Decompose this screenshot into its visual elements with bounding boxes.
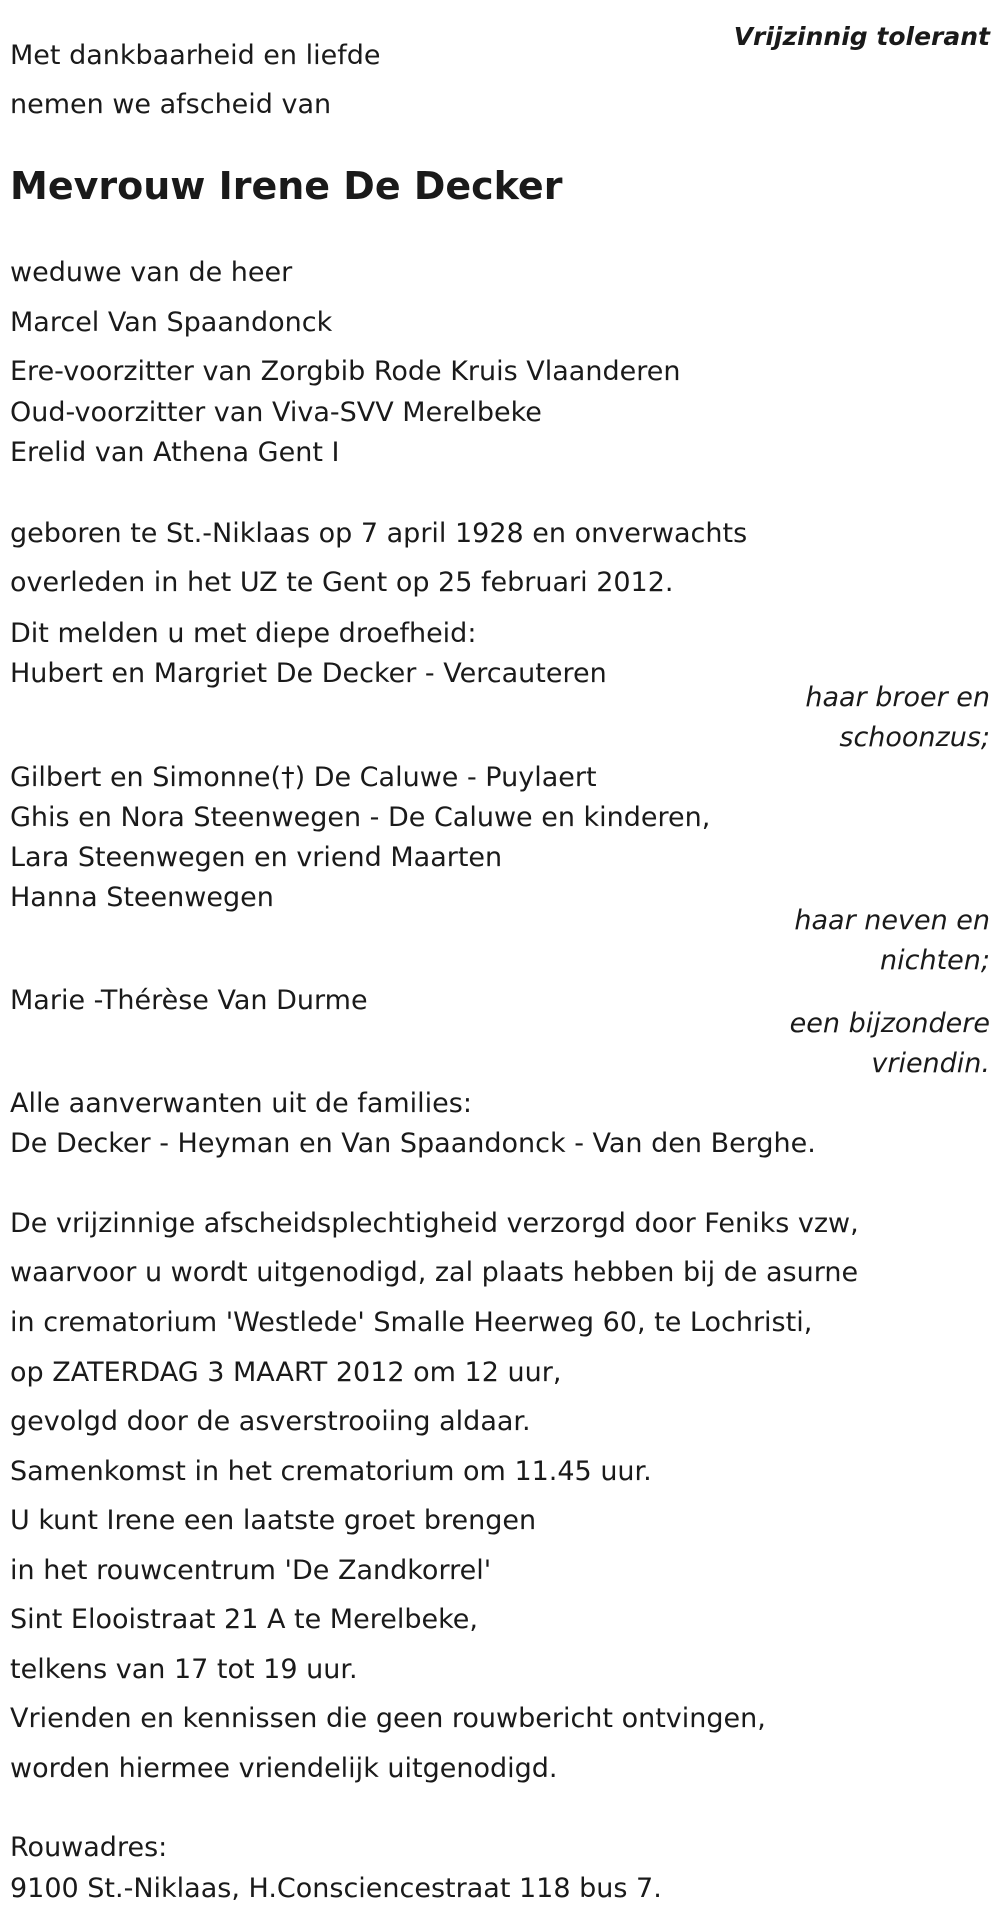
ceremony-line-10: telkens van 17 tot 19 uur. [10,1654,358,1685]
title-line-3: Erelid van Athena Gent I [10,437,340,468]
spouse-name: Marcel Van Spaandonck [10,307,333,338]
group1-relation-2: schoonzus; [839,722,990,753]
ceremony-line-9: Sint Elooistraat 21 A te Merelbeke, [10,1604,478,1635]
title-line-1: Ere-voorzitter van Zorgbib Rode Kruis Vlaanderen [10,356,681,387]
group2-name-1: Gilbert en Simonne(†) De Caluwe - Puylaert [10,762,597,793]
ceremony-line-2: waarvoor u wordt uitgenodigd, zal plaats hebben bij de asurne [10,1257,859,1288]
ceremony-line-7: U kunt Irene een laatste groet brengen [10,1505,537,1536]
ceremony-line-6: Samenkomst in het crematorium om 11.45 uur. [10,1456,652,1487]
group2-relation-2: nichten; [880,945,990,976]
ceremony-line-12: worden hiermee vriendelijk uitgenodigd. [10,1753,558,1784]
intro-line-2: nemen we afscheid van [10,89,332,120]
families-names: De Decker - Heyman en Van Spaandonck - Van den Berghe. [10,1128,816,1159]
group3-name-1: Marie -Thérèse Van Durme [10,985,368,1016]
ceremony-line-11: Vrienden en kennissen die geen rouwbericht ontvingen, [10,1703,766,1734]
ceremony-line-3: in crematorium 'Westlede' Smalle Heerweg 60, te Lochristi, [10,1307,813,1338]
address-value: 9100 St.-Niklaas, H.Consciencestraat 118 bus 7. [10,1873,662,1904]
address-label: Rouwadres: [10,1832,168,1863]
group2-name-3: Lara Steenwegen en vriend Maarten [10,842,503,873]
life-line-1: geboren te St.-Niklaas op 7 april 1928 en onverwachts [10,518,748,549]
ceremony-line-5: gevolgd door de asverstrooiing aldaar. [10,1406,531,1437]
group2-relation-1: haar neven en [794,905,990,936]
intro-line-1: Met dankbaarheid en liefde [10,40,381,71]
announce-intro: Dit melden u met diepe droefheid: [10,618,477,649]
group2-name-2: Ghis en Nora Steenwegen - De Caluwe en kinderen, [10,802,711,833]
spouse-prefix: weduwe van de heer [10,257,293,288]
group2-name-4: Hanna Steenwegen [10,882,274,913]
group3-relation-1: een bijzondere [789,1008,990,1039]
deceased-name: Mevrouw Irene De Decker [10,164,563,208]
ceremony-line-1: De vrijzinnige afscheidsplechtigheid verzorgd door Feniks vzw, [10,1208,859,1239]
life-line-2: overleden in het UZ te Gent op 25 februari 2012. [10,567,674,598]
group3-relation-2: vriendin. [871,1048,990,1079]
group1-name-1: Hubert en Margriet De Decker - Vercauteren [10,658,607,689]
title-line-2: Oud-voorzitter van Viva-SVV Merelbeke [10,397,542,428]
families-intro: Alle aanverwanten uit de families: [10,1088,472,1119]
ceremony-line-4: op ZATERDAG 3 MAART 2012 om 12 uur, [10,1357,562,1388]
group1-relation-1: haar broer en [805,682,990,713]
motto: Vrijzinnig tolerant [733,22,990,51]
ceremony-line-8: in het rouwcentrum 'De Zandkorrel' [10,1555,492,1586]
